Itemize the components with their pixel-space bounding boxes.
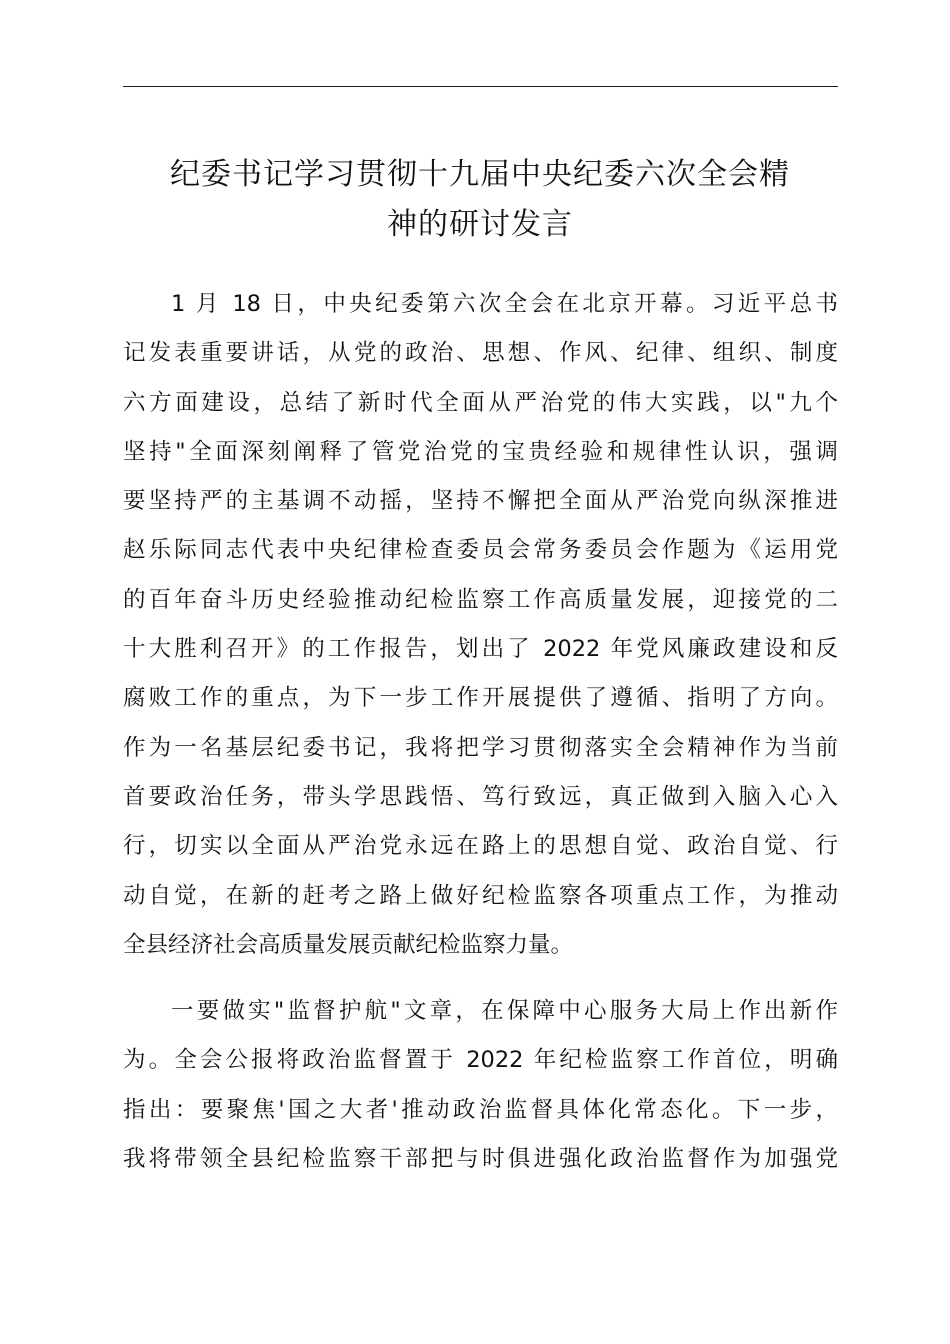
text-line: 一要做实"监督护航"文章，在保障中心服务大局上作出新作 bbox=[171, 998, 838, 1024]
document-title bbox=[110, 150, 850, 250]
title-line: 纪委书记学习贯彻十九届中央纪委六次全会精 bbox=[170, 157, 790, 192]
text-line: 为。全会公报将政治监督置于 2022 年纪检监察工作首位，明确 bbox=[123, 1047, 838, 1074]
text-line: 作为一名基层纪委书记，我将把学习贯彻落实全会精神作为当前 bbox=[123, 734, 838, 761]
paragraph-2 bbox=[123, 987, 838, 1184]
paragraph-1 bbox=[123, 280, 838, 970]
text-line: 全县经济社会高质量发展贡献纪检监察力量。 bbox=[123, 931, 574, 958]
text-line: 动自觉，在新的赶考之路上做好纪检监察各项重点工作，为推动 bbox=[123, 882, 838, 909]
text-line: 行，切实以全面从严治党永远在路上的思想自觉、政治自觉、行 bbox=[123, 833, 838, 860]
text-line: 六方面建设，总结了新时代全面从严治党的伟大实践，以"九个 bbox=[123, 389, 838, 416]
text-line: 指出：要聚焦'国之大者'推动政治监督具体化常态化。下一步， bbox=[123, 1096, 838, 1123]
text-line: 十大胜利召开》的工作报告，划出了 2022 年党风廉政建设和反 bbox=[123, 636, 838, 663]
text-line: 记发表重要讲话，从党的政治、思想、作风、纪律、组织、制度 bbox=[123, 340, 838, 367]
text-line: 首要政治任务，带头学思践悟、笃行致远，真正做到入脑入心入 bbox=[123, 783, 838, 810]
text-line: 要坚持严的主基调不动摇，坚持不懈把全面从严治党向纵深推进 bbox=[123, 488, 838, 515]
header-rule bbox=[123, 86, 838, 87]
text-line: 坚持"全面深刻阐释了管党治党的宝贵经验和规律性认识，强调 bbox=[123, 438, 838, 465]
text-line: 1 月 18 日，中央纪委第六次全会在北京开幕。习近平总书 bbox=[171, 291, 838, 317]
text-line: 的百年奋斗历史经验推动纪检监察工作高质量发展，迎接党的二 bbox=[123, 586, 838, 613]
title-line: 神的研讨发言 bbox=[387, 207, 573, 242]
text-line: 我将带领全县纪检监察干部把与时俱进强化政治监督作为加强党 bbox=[123, 1145, 838, 1172]
text-line: 赵乐际同志代表中央纪律检查委员会常务委员会作题为《运用党 bbox=[123, 537, 838, 564]
text-line: 腐败工作的重点，为下一步工作开展提供了遵循、指明了方向。 bbox=[123, 685, 838, 712]
